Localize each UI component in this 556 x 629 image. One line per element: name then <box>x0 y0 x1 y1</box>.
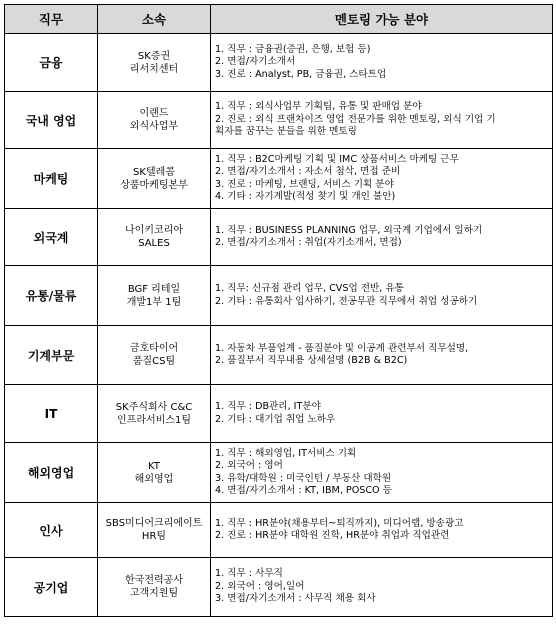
org-line: 상품마케팅본부 <box>120 179 188 191</box>
org-line: 이랜드 <box>139 108 169 119</box>
org-line: SK증권 <box>137 50 171 62</box>
mentoring-area-line: 3. 진로 : 마케팅, 브랜딩, 서비스 기획 분야 <box>215 178 394 190</box>
mentoring-area-line: 3. 면접/자기소개서 : 사무직 채용 회사 <box>215 593 376 605</box>
mentoring-area-line: 1. 직무: 신규점 관리 업무, CVS업 전반, 유통 <box>215 283 404 294</box>
mentoring-area-cell <box>211 266 553 326</box>
mentoring-area-cell <box>211 443 553 503</box>
mentoring-area-cell <box>211 326 553 385</box>
table-row <box>5 149 553 209</box>
header-org: 소속 <box>98 5 211 34</box>
mentoring-area-cell <box>211 558 553 617</box>
mentoring-area-line: 1. 직무 : 외식사업부 기획팀, 유통 및 판매업 분야 <box>215 101 422 113</box>
org-cell <box>98 92 211 149</box>
mentoring-table <box>4 4 553 617</box>
mentoring-area-line: 1. 자동차 부품업계 - 품질분야 및 이공계 관련부서 직무설명, <box>215 342 469 354</box>
table-row <box>5 385 553 443</box>
org-line: 개발1부 1팀 <box>126 296 182 308</box>
mentoring-area-line: 2. 외국어 : 영어,일어 <box>215 580 305 592</box>
org-cell <box>98 503 211 558</box>
org-line: KT <box>148 460 160 472</box>
mentoring-area-line: 1. 직무 : BUSINESS PLANNING 업무, 외국계 기업에서 일하기 <box>215 224 483 236</box>
mentoring-area-line: 2. 면접/자기소개서 : 취업(자기소개서, 면접) <box>215 237 402 248</box>
mentoring-area-line: 2. 품질부서 직무내용 상세설명 (B2B & B2C) <box>215 355 408 366</box>
org-line: SK주식회사 C&C <box>115 401 193 413</box>
org-line: 외식사업부 <box>129 121 179 132</box>
table-row <box>5 266 553 326</box>
mentoring-area-line: 1. 직무 : 금융권(증권, 은행, 보험 등) <box>215 43 371 55</box>
header-area: 멘토링 가능 분야 <box>211 5 553 34</box>
job-cell: 외국계 <box>5 209 98 266</box>
job-cell: 국내 영업 <box>5 92 98 149</box>
org-cell <box>98 149 211 209</box>
table-row <box>5 326 553 385</box>
table-body <box>5 34 553 617</box>
mentoring-area-line: 2. 외국어 : 영어 <box>215 460 283 471</box>
mentoring-area-line: 2. 진로 : 외식 프랜차이즈 영업 전문가를 위한 멘토링, 외식 기업 기 <box>215 113 496 125</box>
mentoring-area-cell <box>211 34 553 92</box>
mentoring-area-line: 3. 진로 : Analyst, PB, 금융권, 스타트업 <box>215 68 387 80</box>
mentoring-area-cell <box>211 92 553 149</box>
org-line: 한국전력공사 <box>125 575 183 586</box>
mentoring-area-line: 2. 면접/자기소개서 : 자소서 첨삭, 면접 준비 <box>215 166 401 177</box>
mentoring-area-line: 2. 기타 : 유통회사 입사하기, 전공무관 직무에서 취업 성공하기 <box>215 295 478 307</box>
org-line: SBS미디어크리에이트 <box>105 518 203 529</box>
table-row <box>5 443 553 503</box>
org-cell <box>98 266 211 326</box>
org-line: SALES <box>138 238 170 249</box>
table-row <box>5 34 553 92</box>
mentoring-area-cell <box>211 149 553 209</box>
org-cell <box>98 443 211 503</box>
job-cell: 금융 <box>5 34 98 92</box>
mentoring-area-line: 2. 진로 : HR분야 대학원 진학, HR분야 취업과 직업관련 <box>215 530 450 541</box>
org-line: 해외영업 <box>134 473 174 485</box>
mentoring-area-line: 1. 직무 : DB관리, IT분야 <box>215 401 321 412</box>
org-line: BGF 리테일 <box>127 283 181 295</box>
table-header-row <box>5 5 553 34</box>
mentoring-area-line: 획자를 꿈꾸는 분들을 위한 멘토링 <box>215 126 357 138</box>
org-cell <box>98 385 211 443</box>
mentoring-area-line: 1. 직무 : HR분야(채용부터~퇴직까지), 미디어랩, 방송광고 <box>215 517 464 529</box>
mentoring-area-cell <box>211 209 553 266</box>
job-cell: 인사 <box>5 503 98 558</box>
mentoring-table-container <box>4 4 552 617</box>
job-cell: 해외영업 <box>5 443 98 503</box>
mentoring-area-line: 1. 직무 : 해외영업, IT서비스 기획 <box>215 447 357 459</box>
org-cell <box>98 326 211 385</box>
table-row <box>5 92 553 149</box>
mentoring-area-cell <box>211 385 553 443</box>
table-row <box>5 209 553 266</box>
header-job: 직무 <box>5 5 98 34</box>
org-line: 리서치센터 <box>129 63 179 75</box>
mentoring-area-line: 2. 면접/자기소개서 <box>215 56 296 68</box>
job-cell: IT <box>5 385 98 443</box>
mentoring-area-line: 4. 기타 : 자기계발(적성 찾기 및 개인 불안) <box>215 191 396 202</box>
org-line: 인프라서비스1팀 <box>117 414 191 426</box>
table-row <box>5 558 553 617</box>
job-cell: 마케팅 <box>5 149 98 209</box>
org-line: SK텔레콤 <box>133 166 175 178</box>
mentoring-area-line: 3. 유학/대학원 : 미국인턴 / 부동산 대학원 <box>215 472 392 484</box>
org-line: 고객지원팀 <box>129 588 179 599</box>
org-cell <box>98 558 211 617</box>
org-line: 나이키코리아 <box>125 225 183 236</box>
org-line: 품질CS팀 <box>132 356 176 367</box>
mentoring-area-line: 4. 면접/자기소개서 : KT, IBM, POSCO 등 <box>215 485 392 496</box>
org-line: HR팀 <box>141 531 167 542</box>
mentoring-area-line: 1. 직무 : B2C마케팅 기획 및 IMC 상품서비스 마케팅 근무 <box>215 153 459 165</box>
org-cell <box>98 34 211 92</box>
org-cell <box>98 209 211 266</box>
mentoring-area-line: 1. 직무 : 사무직 <box>215 568 283 580</box>
job-cell: 공기업 <box>5 558 98 617</box>
job-cell: 유통/물류 <box>5 266 98 326</box>
mentoring-area-line: 2. 기타 : 대기업 취업 노하우 <box>215 413 336 425</box>
mentoring-area-cell <box>211 503 553 558</box>
org-line: 금호타이어 <box>129 343 179 354</box>
table-row <box>5 503 553 558</box>
job-cell: 기계부문 <box>5 326 98 385</box>
